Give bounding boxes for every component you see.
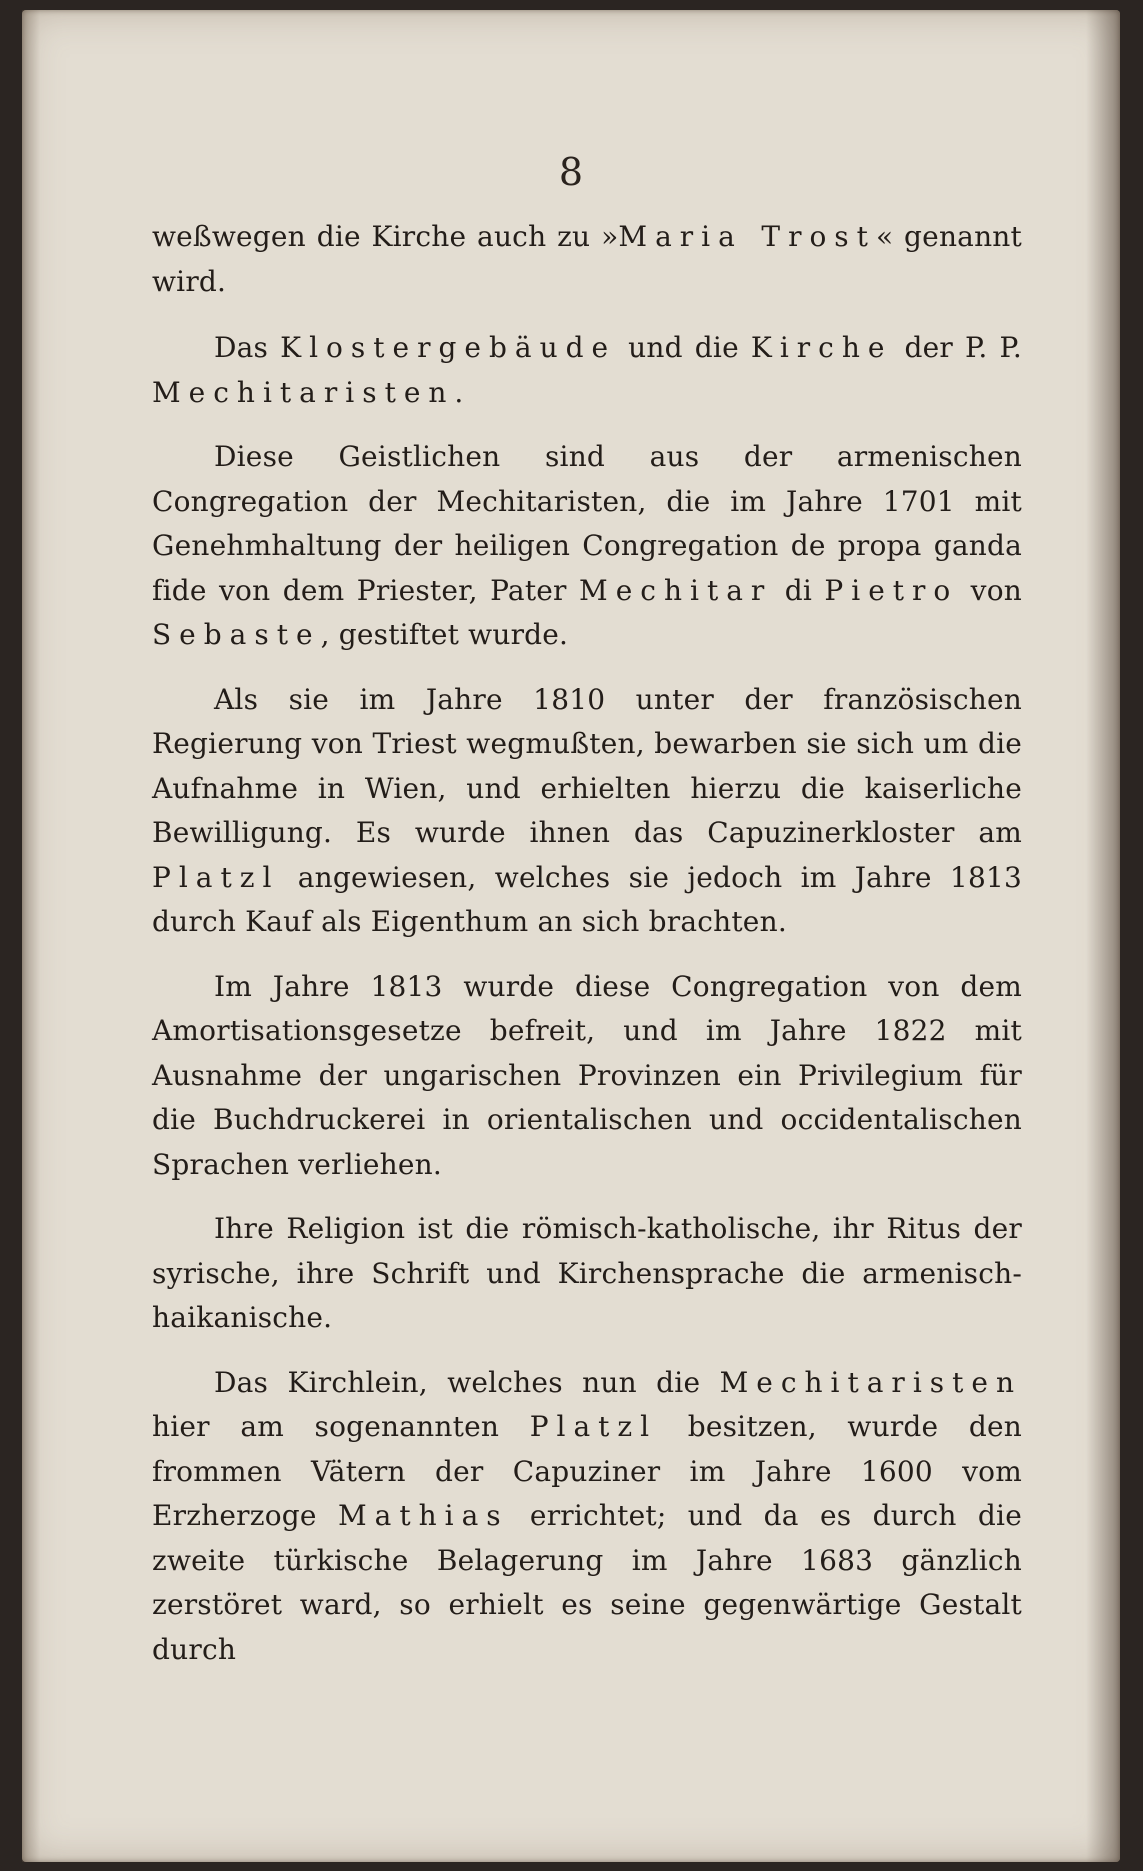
body-text xyxy=(152,215,1022,1692)
text-run: Diese Geistlichen sind aus der armenischen Congregation der Mechitaristen, die im Jahre 1701 mit Genehmhaltung der heiligen Congregation de propa ganda fide von dem Priester, Pater xyxy=(152,440,1022,607)
paragraph-founding xyxy=(152,435,1022,658)
paragraph-vienna xyxy=(152,678,1022,945)
paragraph-church xyxy=(152,1361,1022,1673)
spaced-emphasis-text: Kirche xyxy=(750,331,893,364)
text-run: Im Jahre 1813 wurde diese Congregation von dem Amortisationsgesetze befreit, und im Jahre 1822 mit Ausnahme der ungarischen Provinzen ein Privilegium für die Buchdruckerei in orientalischen und occidentalischen Sprachen verliehen. xyxy=(152,969,1022,1181)
text-run: der P. P. xyxy=(892,331,1022,364)
text-run: Als sie im Jahre 1810 unter der französischen Regierung von Triest wegmußten, bewarben sie sich um die Aufnahme in Wien, und erhielten hierzu die kaiserliche Bewilligung. Es wurde ihnen das Capuzinerkloster am xyxy=(152,682,1022,849)
text-run: besitzen, wurde den frommen Vätern der Capuziner im Jahre 1600 vom Erzherzoge xyxy=(152,1410,1022,1532)
spaced-emphasis-text: Mathias xyxy=(337,1499,509,1532)
text-run: , gestiftet wurde. xyxy=(320,618,569,651)
spaced-emphasis-text: Mechitar xyxy=(579,573,773,607)
text-run: und die xyxy=(616,331,751,364)
spaced-emphasis-text: Platzl xyxy=(529,1410,658,1443)
paragraph-heading xyxy=(152,326,1022,415)
text-run: di xyxy=(772,573,825,607)
text-run: Das Kirchlein, welches nun die xyxy=(214,1365,720,1399)
spaced-emphasis-text: Maria Trost xyxy=(618,220,876,253)
spaced-emphasis-text: Platzl xyxy=(152,860,280,894)
text-run: hier am sogenannten xyxy=(152,1410,530,1443)
text-run: Das xyxy=(214,331,281,364)
page-number: 8 xyxy=(558,150,584,194)
text-run: errichtet; und da es durch die zweite türkische Belagerung im Jahre 1683 gänzlich zerstöret ward, so erhielt es seine gegenwärtige Gestalt durch xyxy=(152,1499,1022,1666)
text-run: Ihre Religion ist die römisch-katholische, ihr Ritus der syrische, ihre Schrift und Kirchensprache die armenisch-haikanische. xyxy=(152,1212,1022,1334)
spaced-emphasis-text: Mechitaristen xyxy=(152,375,455,409)
paragraph-religion xyxy=(152,1207,1022,1341)
page-binding-shadow xyxy=(1086,10,1120,1862)
page-left-edge-shadow xyxy=(22,10,40,1862)
text-run: angewiesen, welches sie jedoch im Jahre 1813 durch Kauf als Eigenthum an sich brachten. xyxy=(152,860,1022,938)
spaced-emphasis-text: Klostergebäude xyxy=(280,331,617,364)
text-run: . xyxy=(454,375,464,409)
text-run: « genannt wird. xyxy=(152,220,1022,298)
paragraph-privilege xyxy=(152,965,1022,1188)
book-page xyxy=(22,10,1120,1862)
paragraph-continuation xyxy=(152,215,1022,304)
text-run: von xyxy=(958,573,1022,607)
text-run: weßwegen die Kirche auch zu » xyxy=(152,220,619,253)
spaced-emphasis-text: Sebaste xyxy=(152,618,321,651)
spaced-emphasis-text: Mechitaristen xyxy=(719,1365,1022,1399)
spaced-emphasis-text: Pietro xyxy=(824,573,959,607)
